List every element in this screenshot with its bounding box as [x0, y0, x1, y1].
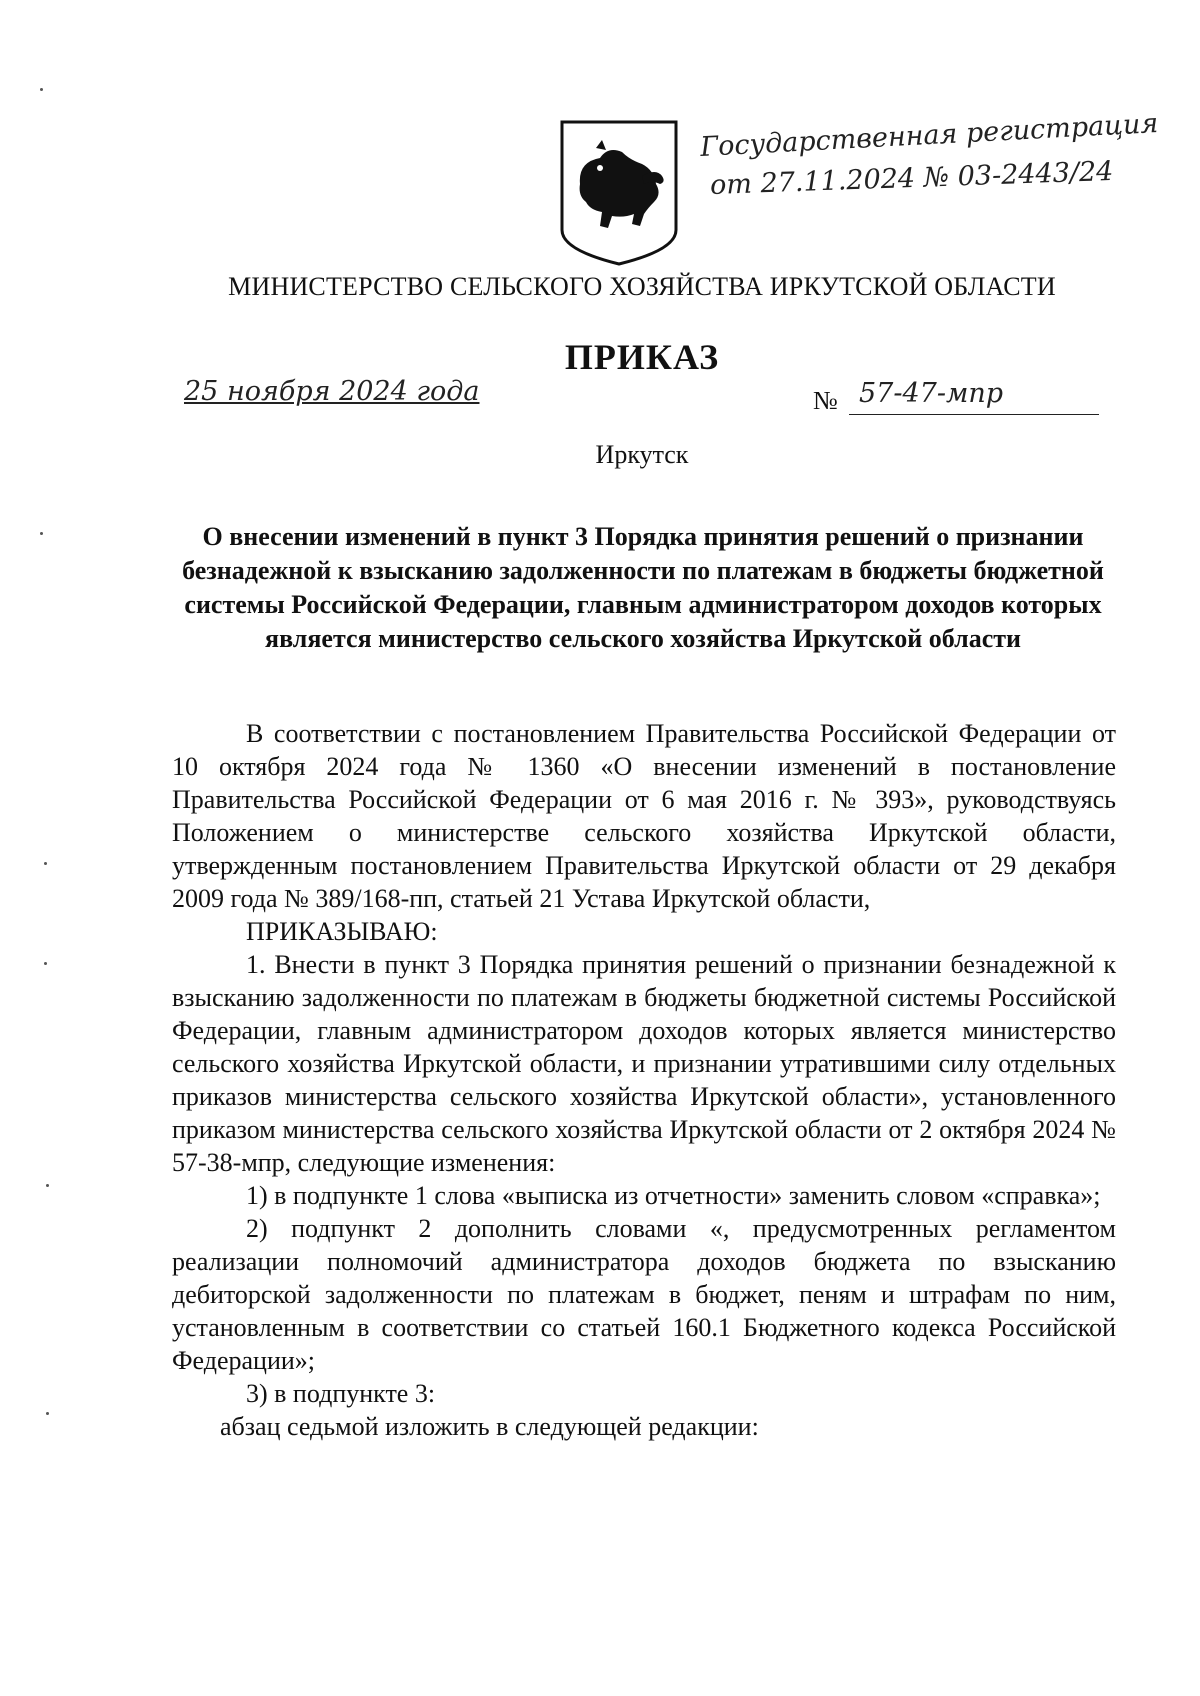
subitem-1-paragraph: 1) в подпункте 1 слова «выписка из отчетности» заменить словом «справка»; — [246, 1181, 1101, 1210]
registration-stamp-line-2: от 27.11.2024 № 03-2443/24 — [709, 155, 1114, 202]
item-1-paragraph: 1. Внести в пункт 3 Порядка принятия решений о признании безнадежной к взысканию задолженности по платежам в бюджеты бюджетной системы Российской Федерации, главным администратором доходов которых является министерство сельского хозяйства Иркутской области, и признании утратившими силу отдельных приказов министерства сельского хозяйства Иркутской области», установленного приказом министерства сельского хозяйства Иркутской области от 2 октября 2024 № 57-38-мпр, следующие изменения: — [172, 950, 1116, 1177]
document-number — [813, 380, 1113, 420]
scan-speck — [46, 1412, 49, 1415]
scan-speck — [44, 962, 47, 965]
subitem-2-paragraph: 2) подпункт 2 дополнить словами «, предусмотренных регламентом реализации полномочий администратора доходов бюджета по взысканию дебиторской задолженности по платежам в бюджет, пеням и штрафам по ним, установленным в соответствии со статьей 160.1 Бюджетного кодекса Российской Федерации»; — [172, 1214, 1116, 1375]
document-date: 25 ноября 2024 года — [184, 376, 480, 407]
scan-speck — [46, 1184, 49, 1187]
document-subject: О внесении изменений в пункт 3 Порядка принятия решений о признании безнадежной к взысканию задолженности по платежам в бюджеты бюджетной системы Российской Федерации, главным администратором доходов которых является министерство сельского хозяйства Иркутской области — [182, 522, 1104, 653]
scan-speck — [40, 88, 43, 91]
document-city: Иркутск — [595, 440, 689, 469]
scan-speck — [40, 532, 43, 535]
document-body — [172, 717, 1116, 1443]
number-underline — [849, 414, 1099, 415]
subitem-3-text: абзац седьмой изложить в следующей редакции: — [220, 1412, 759, 1441]
scan-speck — [44, 862, 47, 865]
subitem-3-paragraph: 3) в подпункте 3: — [246, 1379, 436, 1408]
irkutsk-coat-of-arms-icon — [556, 118, 682, 268]
order-word: ПРИКАЗЫВАЮ: — [246, 917, 438, 946]
ministry-name: МИНИСТЕРСТВО СЕЛЬСКОГО ХОЗЯЙСТВА ИРКУТСКОЙ ОБЛАСТИ — [228, 272, 1056, 301]
number-handwritten: 57-47-мпр — [859, 378, 1004, 409]
number-label: № — [813, 386, 838, 415]
registration-stamp-line-1: Государственная регистрация — [699, 108, 1159, 163]
preamble-paragraph: В соответствии с постановлением Правительства Российской Федерации от 10 октября 2024 года № 1360 «О внесении изменений в постановление Правительства Российской Федерации от 6 мая 2016 г. № 393», руководствуясь Положением о министерстве сельского хозяйства Иркутской области, утвержденным постановлением Правительства Иркутской области от 29 декабря 2009 года № 389/168-пп, статьей 21 Устава Иркутской области, — [172, 719, 1116, 913]
document-title: ПРИКАЗ — [564, 337, 720, 377]
